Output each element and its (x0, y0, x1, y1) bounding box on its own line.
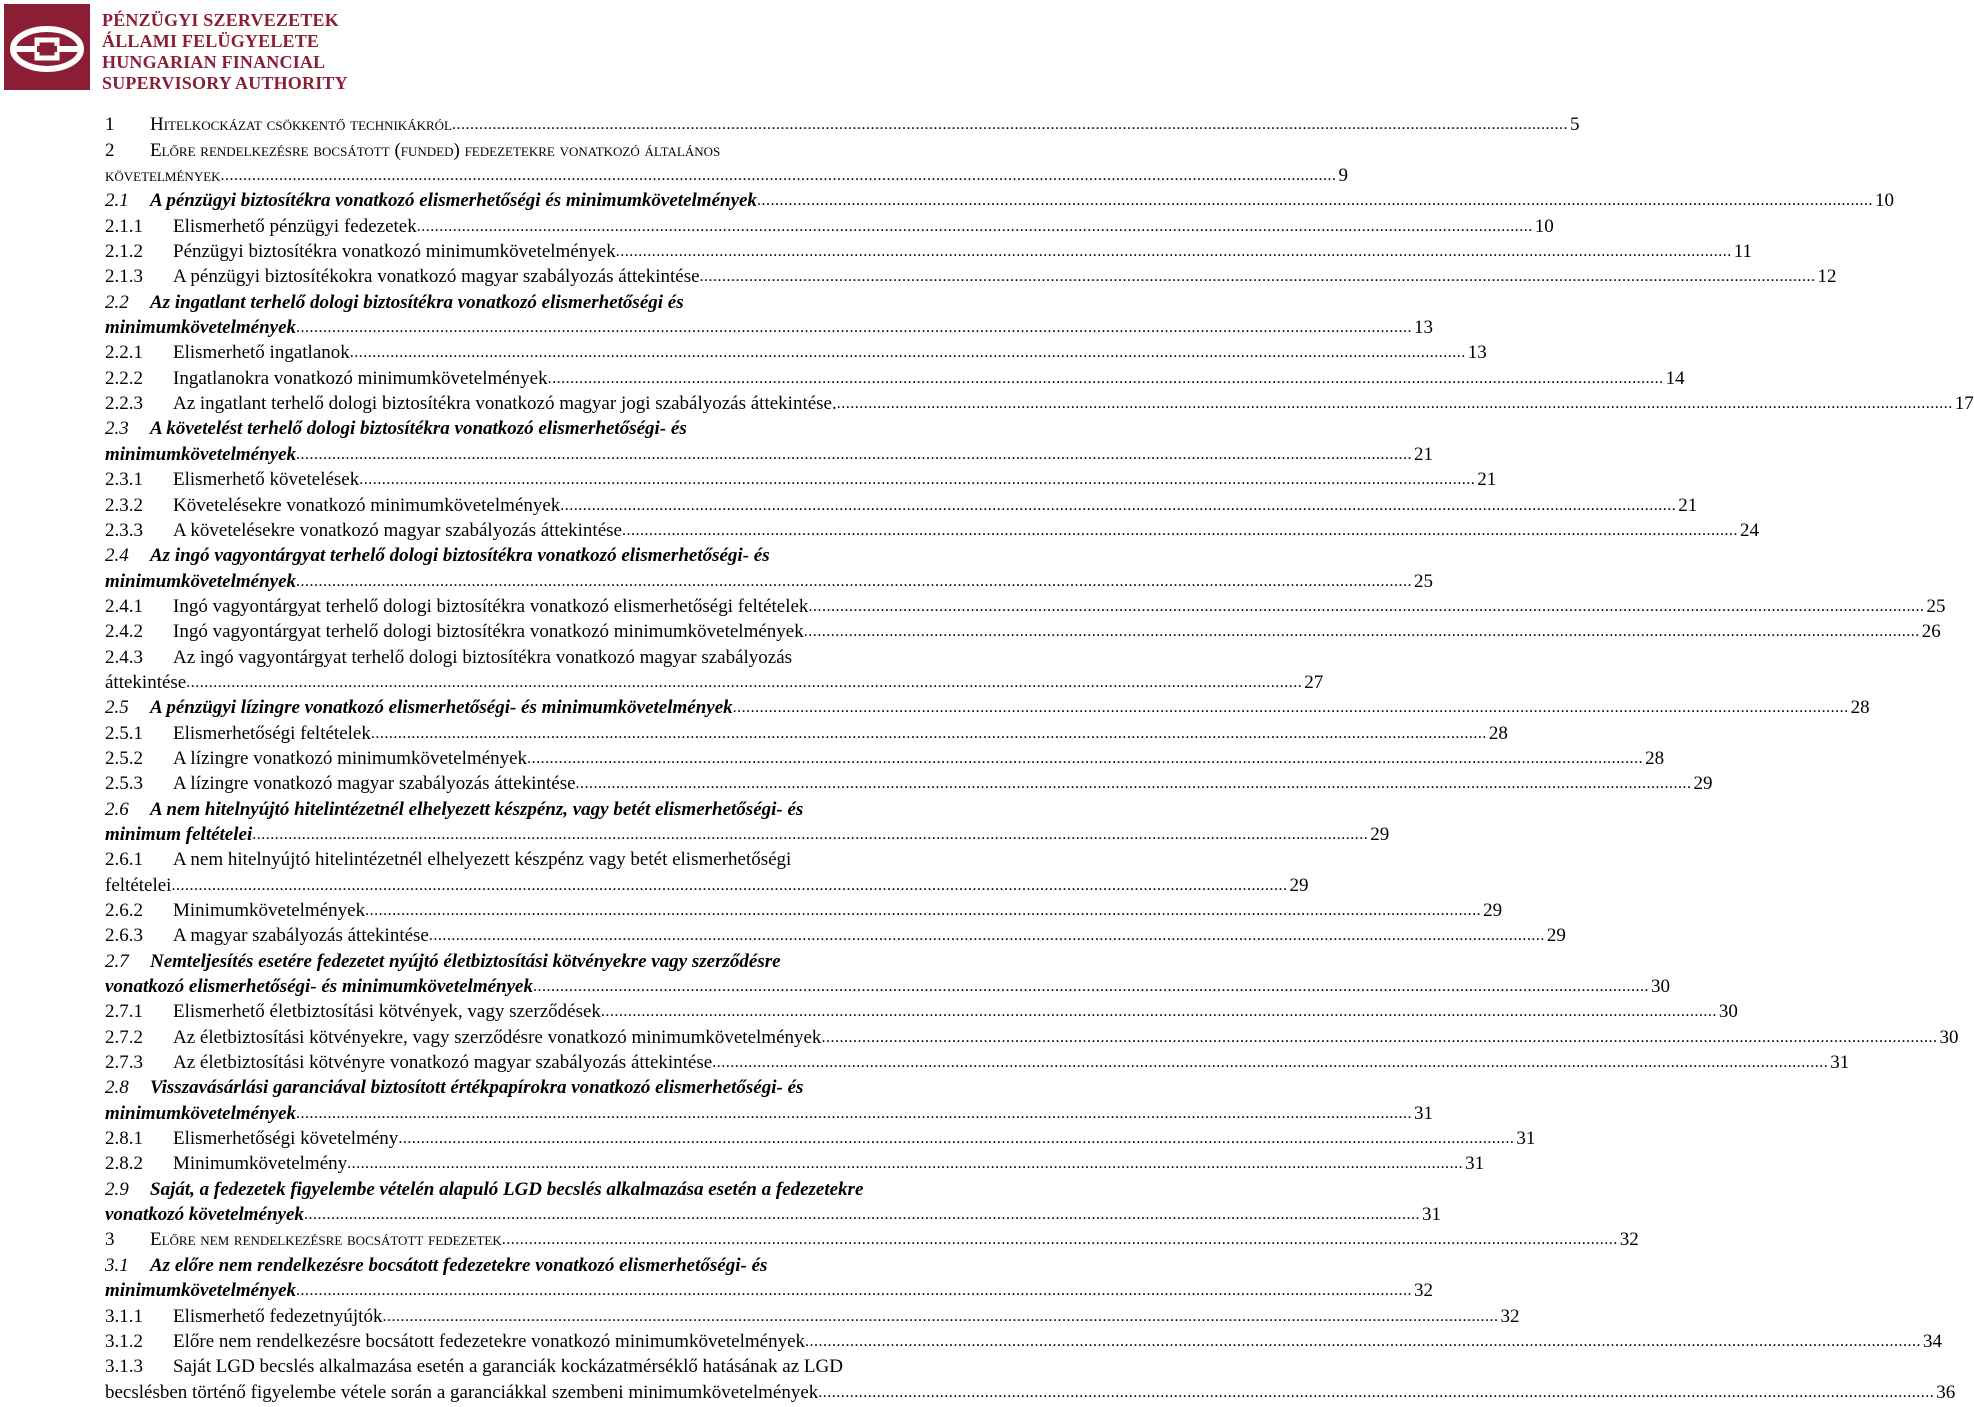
toc-entry-number: 2.1.3 (105, 266, 143, 288)
toc-entry-title: A pénzügyi lízingre vonatkozó elismerhetőségi- és minimumkövetelmények (150, 697, 733, 719)
toc-entry-page: 31 (1421, 1204, 1441, 1226)
toc-entry-page: 29 (1289, 874, 1309, 896)
org-name-line: SUPERVISORY AUTHORITY (102, 73, 348, 93)
toc-leader-dots (818, 1380, 1934, 1405)
toc-leader-dots (417, 214, 1533, 239)
toc-entry-page: 34 (1923, 1330, 1943, 1352)
toc-leader-dots (371, 721, 1487, 746)
toc-entry-page: 31 (1830, 1052, 1850, 1074)
toc-entry-number: 2.3.2 (105, 494, 143, 516)
toc-entry-title: Saját, a fedezetek figyelembe vételén alapuló LGD becslés alkalmazása esetén a fedezetekre (150, 1178, 864, 1200)
toc-entry-number: 2.7 (105, 950, 129, 972)
toc-entry-title: Saját LGD becslés alkalmazása esetén a garanciák kockázatmérséklő hatásának az LGD (173, 1356, 843, 1378)
toc-entry[interactable] (105, 391, 1974, 416)
toc-leader-dots (548, 366, 1664, 391)
toc-entry-number: 3 (105, 1229, 115, 1251)
toc-entry-page: 21 (1414, 443, 1434, 465)
toc-leader-dots (359, 467, 1475, 492)
toc-entry-title: A lízingre vonatkozó magyar szabályozás áttekintése (173, 773, 576, 795)
toc-entry-page: 32 (1414, 1280, 1434, 1302)
toc-leader-dots (350, 340, 1466, 365)
toc-entry-page: 10 (1534, 215, 1554, 237)
toc-entry-page: 13 (1414, 317, 1434, 339)
toc-entry-title: Előre nem rendelkezésre bocsátott fedezetekre vonatkozó minimumkövetelmények (173, 1330, 806, 1352)
toc-entry-number: 2.6.2 (105, 900, 143, 921)
toc-entry-page: 26 (1921, 621, 1941, 643)
toc-entry-page: 5 (1569, 114, 1580, 136)
toc-leader-dots (837, 391, 1953, 416)
toc-leader-dots (452, 112, 1568, 137)
toc-entry-number: 2.8 (105, 1077, 129, 1099)
toc-entry-number: 3.1 (105, 1254, 129, 1276)
toc-entry-title-continued: becslésben történő figyelembe vétele során a garanciákkal szembeni minimumkövetelmények (105, 1381, 819, 1403)
toc-leader-dots (382, 1304, 1498, 1329)
toc-entry-title-continued: követelmények (105, 165, 221, 187)
toc-entry-number: 2.4 (105, 545, 129, 567)
toc-entry-number: 2.2.3 (105, 393, 143, 415)
toc-entry[interactable] (105, 594, 1946, 619)
toc-entry[interactable] (105, 1354, 1956, 1405)
toc-entry-number: 3.1.1 (105, 1305, 143, 1327)
toc-entry[interactable] (105, 467, 1497, 492)
toc-entry-number: 1 (105, 114, 115, 136)
toc-entry[interactable] (105, 1050, 1850, 1075)
toc-entry-number: 2.9 (105, 1178, 129, 1200)
toc-leader-dots (365, 898, 1481, 923)
toc-entry-number: 2.5.2 (105, 747, 143, 769)
toc-leader-dots (560, 493, 1676, 518)
org-name-line: HUNGARIAN FINANCIAL (102, 52, 326, 72)
toc-entry-page: 29 (1693, 773, 1713, 795)
toc-entry-number: 2 (105, 139, 115, 161)
toc-entry[interactable] (105, 923, 1566, 948)
toc-entry-number: 2.7.2 (105, 1026, 143, 1048)
table-of-contents (105, 112, 1974, 1405)
toc-entry-number: 2.6.1 (105, 849, 143, 871)
toc-entry-number: 2.3 (105, 418, 129, 440)
toc-entry[interactable] (105, 1075, 1434, 1126)
toc-entry-title-continued: minimumkövetelmények (105, 570, 297, 592)
toc-entry-number: 3.1.2 (105, 1330, 143, 1352)
toc-entry[interactable] (105, 619, 1941, 644)
toc-leader-dots (296, 1278, 1412, 1303)
toc-entry-title: A követelést terhelő dologi biztosítékra vonatkozó elismerhetőségi- és (150, 418, 687, 440)
toc-entry-title: Elismerhetőségi követelmény (173, 1128, 399, 1150)
toc-entry-title-continued: minimumkövetelmények (105, 1280, 297, 1302)
toc-entry-title: Az ingó vagyontárgyat terhelő dologi biztosítékra vonatkozó elismerhetőségi- és (150, 545, 770, 567)
toc-entry-title: Elismerhetőségi feltételek (173, 722, 371, 744)
toc-entry-page: 30 (1650, 976, 1670, 998)
org-name-line: ÁLLAMI FELÜGYELETE (102, 31, 320, 51)
toc-entry-page: 28 (1488, 722, 1508, 744)
toc-entry[interactable] (105, 112, 1580, 137)
toc-entry-title: A nem hitelnyújtó hitelintézetnél elhelyezett készpénz vagy betét elismerhetőségi (173, 849, 792, 871)
toc-entry-title: Elismerhető követelések (173, 469, 360, 491)
toc-entry-page: 28 (1850, 697, 1870, 719)
toc-entry-page: 30 (1718, 1001, 1738, 1023)
toc-entry[interactable] (105, 365, 1685, 390)
toc-leader-dots (733, 695, 1849, 720)
toc-leader-dots (616, 239, 1732, 264)
toc-leader-dots (186, 670, 1302, 695)
toc-entry-title: Az ingó vagyontárgyat terhelő dologi biztosítékra vonatkozó magyar szabályozás (173, 646, 793, 668)
toc-leader-dots (296, 315, 1412, 340)
toc-entry-title: Elismerhető ingatlanok (173, 342, 350, 364)
toc-entry-page: 21 (1678, 494, 1698, 516)
toc-entry-title: Az ingatlant terhelő dologi biztosítékra vonatkozó elismerhetőségi és (150, 291, 684, 313)
toc-entry-number: 2.2.2 (105, 367, 143, 389)
toc-entry-number: 2.7.3 (105, 1052, 143, 1074)
toc-entry-title: Hitelkockázat csökkentő technikákról (150, 114, 452, 136)
toc-entry-page: 25 (1414, 570, 1434, 592)
toc-entry-title-continued: vonatkozó elismerhetőségi- és minimumkövetelmények (105, 976, 533, 998)
toc-entry-title: Ingó vagyontárgyat terhelő dologi biztosítékra vonatkozó minimumkövetelmények (173, 621, 804, 643)
toc-entry-page: 10 (1874, 190, 1894, 212)
toc-leader-dots (347, 1151, 1463, 1176)
toc-entry[interactable] (105, 289, 1434, 340)
toc-entry-number: 2.2.1 (105, 342, 143, 364)
toc-entry-title: A pénzügyi biztosítékra vonatkozó elismerhetőségi és minimumkövetelmények (150, 190, 757, 212)
toc-leader-dots (221, 163, 1337, 188)
toc-entry[interactable] (105, 1227, 1639, 1252)
toc-entry[interactable] (105, 213, 1554, 238)
toc-entry[interactable] (105, 999, 1738, 1024)
toc-entry-title-continued: minimumkövetelmények (105, 1102, 297, 1124)
toc-entry-title: A lízingre vonatkozó minimumkövetelmények (173, 747, 528, 769)
toc-entry-page: 21 (1477, 469, 1497, 491)
toc-leader-dots (808, 594, 1924, 619)
org-name-line: PÉNZÜGYI SZERVEZETEK (102, 10, 339, 30)
toc-entry-page: 31 (1414, 1102, 1434, 1124)
toc-entry-title: Az ingatlant terhelő dologi biztosítékra vonatkozó magyar jogi szabályozás áttekintése. (173, 393, 837, 415)
toc-entry-page: 27 (1304, 671, 1324, 693)
toc-leader-dots (171, 873, 1287, 898)
toc-entry-title: A követelésekre vonatkozó magyar szabályozás áttekintése (173, 519, 622, 541)
toc-leader-dots (757, 188, 1873, 213)
toc-entry-page: 13 (1467, 342, 1487, 364)
toc-entry[interactable] (105, 1024, 1959, 1049)
toc-entry-number: 2.4.1 (105, 595, 143, 617)
toc-entry[interactable] (105, 264, 1837, 289)
toc-entry[interactable] (105, 416, 1434, 467)
toc-entry[interactable] (105, 898, 1503, 923)
toc-entry-title: A magyar szabályozás áttekintése (173, 925, 429, 947)
toc-entry[interactable] (105, 1329, 1943, 1354)
toc-entry-page: 31 (1465, 1153, 1485, 1175)
toc-leader-dots (296, 442, 1412, 467)
toc-entry-title-continued: feltételei (105, 874, 172, 896)
toc-leader-dots (527, 746, 1643, 771)
toc-entry-page: 29 (1546, 925, 1566, 947)
toc-leader-dots (700, 264, 1816, 289)
toc-entry-number: 2.3.3 (105, 519, 143, 541)
toc-entry[interactable] (105, 644, 1324, 695)
toc-entry-number: 3.1.3 (105, 1356, 143, 1378)
toc-leader-dots (533, 974, 1649, 999)
toc-entry[interactable] (105, 695, 1870, 720)
toc-entry-number: 2.7.1 (105, 1001, 143, 1023)
psza-logo (4, 4, 90, 90)
toc-entry-number: 2.1.2 (105, 241, 143, 263)
toc-entry-title: Előre rendelkezésre bocsátott (funded) fedezetekre vonatkozó általános (150, 139, 721, 161)
toc-entry-page: 36 (1936, 1381, 1956, 1403)
toc-entry[interactable] (105, 746, 1665, 771)
toc-entry-title: Elismerhető életbiztosítási kötvények, vagy szerződések (173, 1001, 601, 1023)
toc-entry-number: 2.4.3 (105, 646, 143, 668)
toc-entry-page: 32 (1500, 1305, 1520, 1327)
toc-entry-number: 2.5 (105, 697, 129, 719)
toc-entry[interactable] (105, 543, 1434, 594)
toc-entry-title: Az életbiztosítási kötvényre vonatkozó magyar szabályozás áttekintése (173, 1052, 713, 1074)
toc-leader-dots (398, 1126, 1514, 1151)
toc-leader-dots (502, 1227, 1618, 1252)
toc-entry-title: Nemteljesítés esetére fedezetet nyújtó életbiztosítási kötvényekre vagy szerződésre (150, 950, 781, 972)
toc-entry-number: 2.5.1 (105, 722, 143, 744)
toc-entry-number: 2.1 (105, 190, 129, 212)
toc-entry-title: Minimumkövetelmények (173, 900, 366, 921)
toc-entry-title: Az előre nem rendelkezésre bocsátott fedezetekre vonatkozó elismerhetőségi- és (150, 1254, 768, 1276)
toc-entry[interactable] (105, 796, 1390, 847)
toc-entry-number: 2.1.1 (105, 215, 143, 237)
toc-entry[interactable] (105, 188, 1894, 213)
toc-entry[interactable] (105, 518, 1759, 543)
toc-entry-page: 9 (1338, 165, 1349, 187)
org-name (102, 10, 348, 94)
toc-entry-title-continued: minimumkövetelmények (105, 317, 297, 339)
toc-entry[interactable] (105, 239, 1753, 264)
toc-entry-page: 12 (1817, 266, 1837, 288)
toc-entry-title-continued: minimum feltételei (105, 823, 253, 845)
toc-entry-number: 2.5.3 (105, 773, 143, 795)
toc-entry[interactable] (105, 340, 1487, 365)
toc-entry-page: 25 (1926, 595, 1946, 617)
toc-entry[interactable] (105, 847, 1309, 898)
toc-entry[interactable] (105, 720, 1508, 745)
toc-entry-title: Előre nem rendelkezésre bocsátott fedezetek (150, 1229, 502, 1251)
toc-entry-title-continued: áttekintése (105, 671, 187, 693)
toc-entry-title: Ingatlanokra vonatkozó minimumkövetelmények (173, 367, 548, 389)
toc-entry-title: Pénzügyi biztosítékra vonatkozó minimumkövetelmények (173, 241, 616, 263)
toc-entry-page: 28 (1645, 747, 1665, 769)
toc-entry-page: 32 (1619, 1229, 1639, 1251)
toc-entry[interactable] (105, 1126, 1536, 1151)
toc-entry[interactable] (105, 771, 1713, 796)
logo-emblem-icon (4, 4, 90, 90)
toc-entry[interactable] (105, 492, 1698, 517)
toc-entry-page: 11 (1733, 241, 1753, 263)
toc-entry-number: 2.6 (105, 798, 129, 820)
toc-leader-dots (252, 822, 1368, 847)
toc-leader-dots (296, 569, 1412, 594)
toc-entry[interactable] (105, 137, 1349, 188)
toc-entry-title-continued: vonatkozó követelmények (105, 1204, 304, 1226)
toc-entry[interactable] (105, 1151, 1485, 1176)
toc-entry-number: 2.3.1 (105, 469, 143, 491)
toc-leader-dots (576, 771, 1692, 796)
toc-entry-page: 29 (1483, 900, 1503, 921)
toc-leader-dots (296, 1101, 1412, 1126)
toc-entry-title: Az életbiztosítási kötvényekre, vagy szerződésre vonatkozó minimumkövetelmények (173, 1026, 822, 1048)
toc-entry-title: Ingó vagyontárgyat terhelő dologi biztosítékra vonatkozó elismerhetőségi feltételek (173, 595, 809, 617)
toc-leader-dots (821, 1025, 1937, 1050)
toc-entry-page: 30 (1939, 1026, 1959, 1048)
toc-entry[interactable] (105, 948, 1670, 999)
toc-entry-page: 31 (1516, 1128, 1536, 1150)
toc-entry[interactable] (105, 1176, 1441, 1227)
toc-entry-title: A nem hitelnyújtó hitelintézetnél elhelyezett készpénz, vagy betét elismerhetőségi- és (150, 798, 804, 820)
toc-leader-dots (622, 518, 1738, 543)
toc-entry-title: Minimumkövetelmény (173, 1153, 348, 1175)
toc-entry-title: Elismerhető pénzügyi fedezetek (173, 215, 417, 237)
toc-entry-page: 14 (1665, 367, 1685, 389)
toc-entry-title: Elismerhető fedezetnyújtók (173, 1305, 383, 1327)
toc-entry-number: 2.4.2 (105, 621, 143, 643)
toc-entry[interactable] (105, 1252, 1434, 1303)
header (4, 4, 348, 92)
toc-leader-dots (804, 619, 1920, 644)
toc-leader-dots (304, 1202, 1420, 1227)
toc-entry-page: 29 (1370, 823, 1390, 845)
toc-leader-dots (429, 923, 1545, 948)
toc-entry-number: 2.8.2 (105, 1153, 143, 1175)
toc-entry-number: 2.8.1 (105, 1128, 143, 1150)
toc-entry-title: Követelésekre vonatkozó minimumkövetelmények (173, 494, 561, 516)
toc-entry-number: 2.6.3 (105, 925, 143, 947)
toc-entry-title: Visszavásárlási garanciával biztosított értékpapírokra vonatkozó elismerhetőségi- és (150, 1077, 804, 1099)
toc-entry-title: A pénzügyi biztosítékokra vonatkozó magyar szabályozás áttekintése (173, 266, 700, 288)
toc-entry-title-continued: minimumkövetelmények (105, 443, 297, 465)
toc-leader-dots (712, 1050, 1828, 1075)
toc-leader-dots (601, 999, 1717, 1024)
toc-entry[interactable] (105, 1303, 1520, 1328)
toc-entry-page: 17 (1954, 393, 1974, 415)
toc-entry-number: 2.2 (105, 291, 129, 313)
toc-leader-dots (805, 1329, 1921, 1354)
toc-entry-page: 24 (1739, 519, 1759, 541)
